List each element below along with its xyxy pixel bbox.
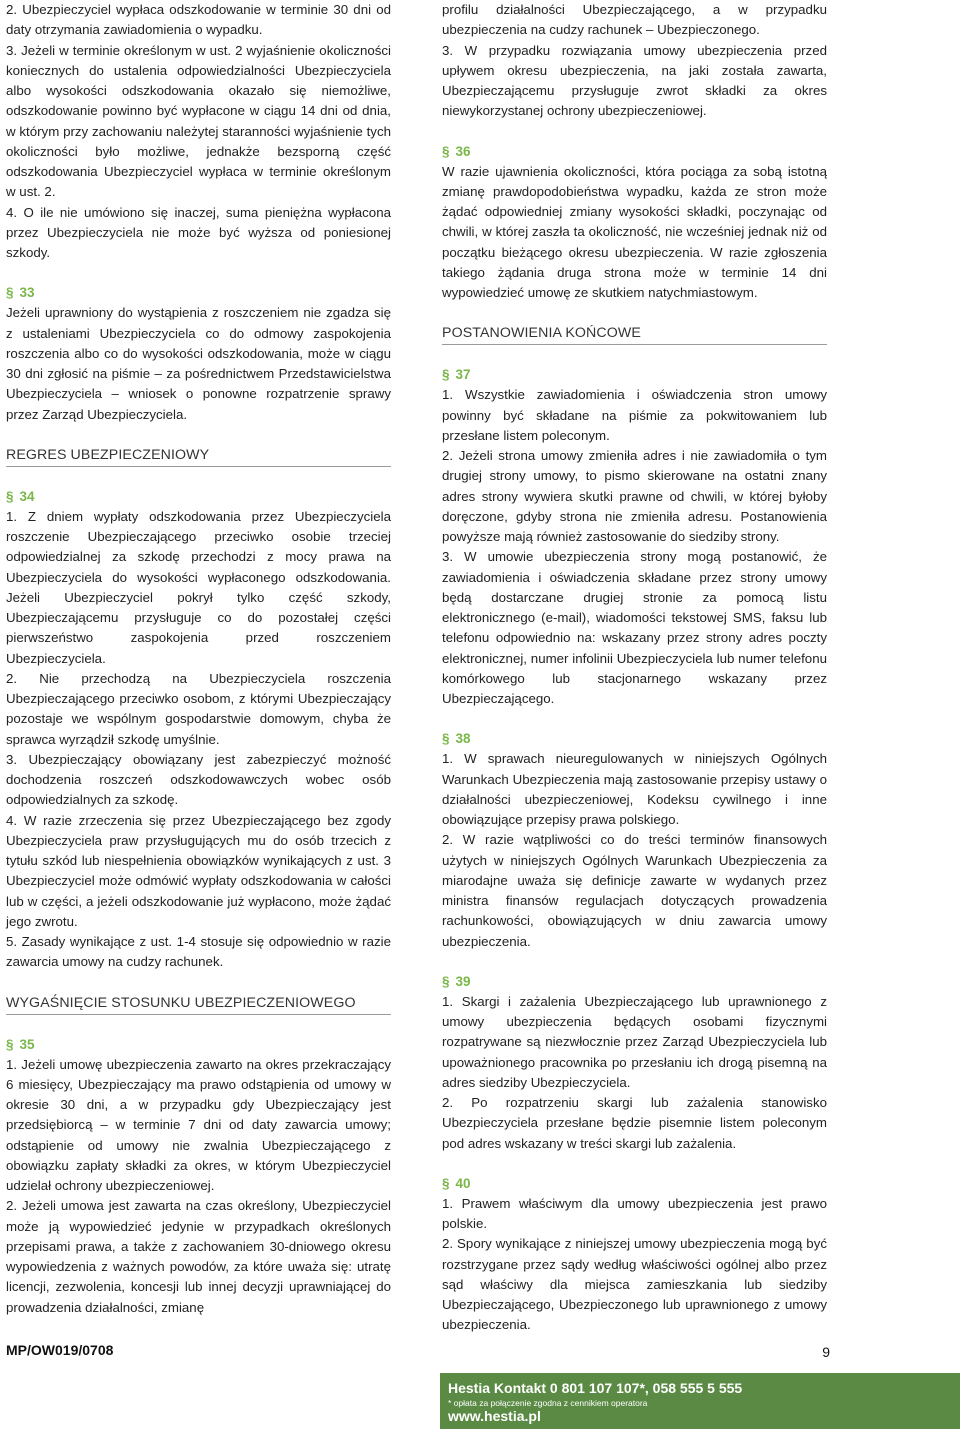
paragraph: 3. Ubezpieczający obowiązany jest zabezpieczyć możność dochodzenia roszczeń odszkodowawczych wobec osób odpowiedzialnych za szkodę. [6,751,391,808]
section-symbol: § [442,367,450,383]
section-number-33: § 33 [6,285,35,301]
section-symbol: § [6,488,14,504]
paragraph: 4. O ile nie umówiono się inaczej, suma pieniężna wypłacona przez Ubezpieczyciela nie może być wyższa od poniesionej szkody. [6,204,391,260]
paragraph: 2. Po rozpatrzeniu skargi lub zażalenia stanowisko Ubezpieczyciela przesłane będzie pisemnie listem poleconym pod adres wskazany w treści skargi lub zażalenia. [442,1095,827,1151]
left-column [6,0,391,1318]
section-symbol: § [442,731,450,747]
paragraph: 2. Spory wynikające z niniejszej umowy ubezpieczenia mogą być rozstrzygane przez sądy według właściwości ogólnej albo przez sąd właściwy dla miejsca zamieszkania lub siedziby Ubezpieczającego, Ubezpieczonego lub uprawnionego z umowy ubezpieczenia. [442,1236,827,1333]
paragraph: 3. Jeżeli w terminie określonym w ust. 2 wyjaśnienie okoliczności koniecznych do ustalenia odpowiedzialności Ubezpieczyciela albo wysokości odszkodowania okazało się niemożliwe, odszkodowanie powinno być wypłacone w ciągu 14 dni od dnia, w którym przy zachowaniu należytej staranności wyjaśnienie tych okoliczności było możliwe, jednakże bezsporną część odszkodowania Ubezpieczyciel wypłaca w terminie określonym w ust. 2. [6,42,391,200]
website-link[interactable]: www.hestia.pl [448,1408,541,1424]
section-symbol: § [442,973,450,989]
paragraph: W razie ujawnienia okoliczności, która pociąga za sobą istotną zmianę prawdopodobieństwa wypadku, każda ze stron może żądać odpowiedniej zmiany wysokości składki, poczynając od chwili, w której zaszła ta okoliczność, nie wcześniej jednak niż od początku bieżącego okresu ubezpieczenia. W razie zgłoszenia takiego żądania druga strona może w terminie 14 dni wypowiedzieć umowę ze skutkiem natychmiastowym. [442,163,827,300]
section-number-38: § 38 [442,731,471,747]
contact-phone: Hestia Kontakt 0 801 107 107*, 058 555 5 555 [448,1380,743,1396]
section-symbol: § [442,1175,450,1191]
paragraph: 2. Ubezpieczyciel wypłaca odszkodowanie w terminie 30 dni od daty otrzymania zawiadomienia o wypadku. [6,2,391,38]
section-symbol: § [6,1036,14,1052]
section-number-39: § 39 [442,973,471,989]
document-code: MP/OW019/0708 [6,1342,114,1358]
page-number: 9 [822,1344,830,1360]
paragraph: 2. Jeżeli umowa jest zawarta na czas określony, Ubezpieczyciel może ją wypowiedzieć jedynie w przypadkach określonych przepisami prawa, a także z zachowaniem 30-dniowego okresu wypowiedzenia z ważnych powodów, za które uważa się: utratę licencji, zezwolenia, koncesji lub innej decyzji uprawniającej do prowadzenia działalności, zmianę [6,1198,391,1315]
paragraph: 1. Jeżeli umowę ubezpieczenia zawarto na okres przekraczający 6 miesięcy, Ubezpieczający ma prawo odstąpienia od umowy w okresie 30 dni, a w przypadku gdy Ubezpieczający jest przedsiębiorcą – w terminie 7 dni od daty zawarcia umowy; odstąpienie od umowy nie zwalnia Ubezpieczającego z obowiązku zapłaty składki za okres, w którym Ubezpieczyciel udzielał ochrony ubezpieczeniowej. [6,1056,391,1193]
section-number-37: § 37 [442,367,471,383]
contact-footnote: * opłata za połączenie zgodna z cennikiem operatora [448,1398,648,1408]
paragraph: 1. Prawem właściwym dla umowy ubezpieczenia jest prawo polskie. [442,1195,827,1231]
section-number-40: § 40 [442,1175,471,1191]
paragraph: profilu działalności Ubezpieczającego, a w przypadku ubezpieczenia na cudzy rachunek – Ubezpieczonego. [442,2,827,38]
paragraph: 2. Jeżeli strona umowy zmieniła adres i nie zawiadomiła o tym drugiej strony umowy, to pismo skierowane na ostatni znany adres strony wywiera skutki prawne od chwili, w której byłoby doręczone, gdyby strona nie zmieniła adresu. Postanowienia powyższe mają również zastosowanie do siedziby strony. [442,448,827,544]
paragraph: 1. Skargi i zażalenia Ubezpieczającego lub uprawnionego z umowy ubezpieczenia będących osobami fizycznymi rozpatrywane są niezwłocznie przez Zarząd Ubezpieczyciela lub upoważnionego pracownika po przesłaniu ich drogą pisemną na adres siedziby Ubezpieczyciela. [442,993,827,1090]
section-number-34: § 34 [6,488,35,504]
section-heading-regres: REGRES UBEZPIECZENIOWY [6,445,391,467]
section-symbol: § [6,285,14,301]
paragraph: 1. Z dniem wypłaty odszkodowania przez Ubezpieczyciela roszczenie Ubezpieczającego przeciwko osobie trzeciej odpowiedzialnej za szkodę przechodzi z mocy prawa na Ubezpieczyciela do wysokości wypłaconego odszkodowania. Jeżeli Ubezpieczyciel pokrył tylko część szkody, Ubezpieczającemu przysługuje co do pozostałej części pierwszeństwo zaspokojenia przed roszczeniem Ubezpieczyciela. [6,508,391,666]
paragraph: 3. W przypadku rozwiązania umowy ubezpieczenia przed upływem okresu ubezpieczenia, na jaki została zawarta, Ubezpieczającemu przysługuje zwrot składki za okres niewykorzystanej ochrony ubezpieczeniowej. [442,42,827,119]
section-number-35: § 35 [6,1036,35,1052]
paragraph: 2. Nie przechodzą na Ubezpieczyciela roszczenia Ubezpieczającego przeciwko osobom, z którymi Ubezpieczający pozostaje we wspólnym gospodarstwie domowym, chyba że sprawca wyrządził szkodę umyślnie. [6,670,391,747]
section-symbol: § [442,143,450,159]
paragraph: 1. W sprawach nieuregulowanych w niniejszych Ogólnych Warunkach Ubezpieczenia mają zastosowanie przepisy ustawy o działalności ubezpieczeniowej, Kodeksu cywilnego i inne obowiązujące przepisy prawa polskiego. [442,751,827,827]
paragraph: 1. Wszystkie zawiadomienia i oświadczenia stron umowy powinny być składane na piśmie za pokwitowaniem lub przesłane listem poleconym. [442,387,827,443]
paragraph: 3. W umowie ubezpieczenia strony mogą postanowić, że zawiadomienia i oświadczenia składane przez strony umowy będą dostarczane drugiej stronie za pomocą listu elektronicznego (e-mail), wiadomości tekstowej SMS, faksu lub telefonu odpowiednio na: wskazany przez strony adres poczty elektronicznej, numer infolinii Ubezpieczyciela lub numer telefonu komórkowego lub stacjonarnego wskazany przez Ubezpieczającego. [442,549,827,706]
paragraph: 5. Zasady wynikające z ust. 1-4 stosuje się odpowiednio w razie zawarcia umowy na cudzy rachunek. [6,934,391,970]
right-column [442,0,827,1336]
paragraph: Jeżeli uprawniony do wystąpienia z roszczeniem nie zgadza się z ustaleniami Ubezpieczyciela co do odmowy zaspokojenia roszczenia albo co do wysokości odszkodowania, może w ciągu 30 dni zgłosić na piśmie – za pośrednictwem Przedstawicielstwa Ubezpieczyciela – wniosek o ponowne rozpatrzenie sprawy przez Zarząd Ubezpieczyciela. [6,305,391,422]
section-heading-postanowienia: POSTANOWIENIA KOŃCOWE [442,323,827,345]
section-heading-wygasniecie: WYGAŚNIĘCIE STOSUNKU UBEZPIECZENIOWEGO [6,993,391,1015]
paragraph: 2. W razie wątpliwości co do treści terminów finansowych użytych w niniejszych Ogólnych Warunkach Ubezpieczenia za miarodajne uważa się definicje zawarte w wydanych przez ministra finansów regulacjach dotyczących prowadzenia rachunkowości, obowiązujących w dniu zawarcia umowy ubezpieczenia. [442,832,827,949]
section-number-36: § 36 [442,143,471,159]
contact-banner [440,1373,960,1429]
paragraph: 4. W razie zrzeczenia się przez Ubezpieczającego bez zgody Ubezpieczyciela praw przysługujących mu do osób trzecich z tytułu szkód lub niespełnienia obowiązków wynikających z ust. 3 Ubezpieczyciel może odmówić wypłaty odszkodowania w całości lub w części, a jeżeli odszkodowanie już wypłacono, może żądać jego zwrotu. [6,812,391,929]
